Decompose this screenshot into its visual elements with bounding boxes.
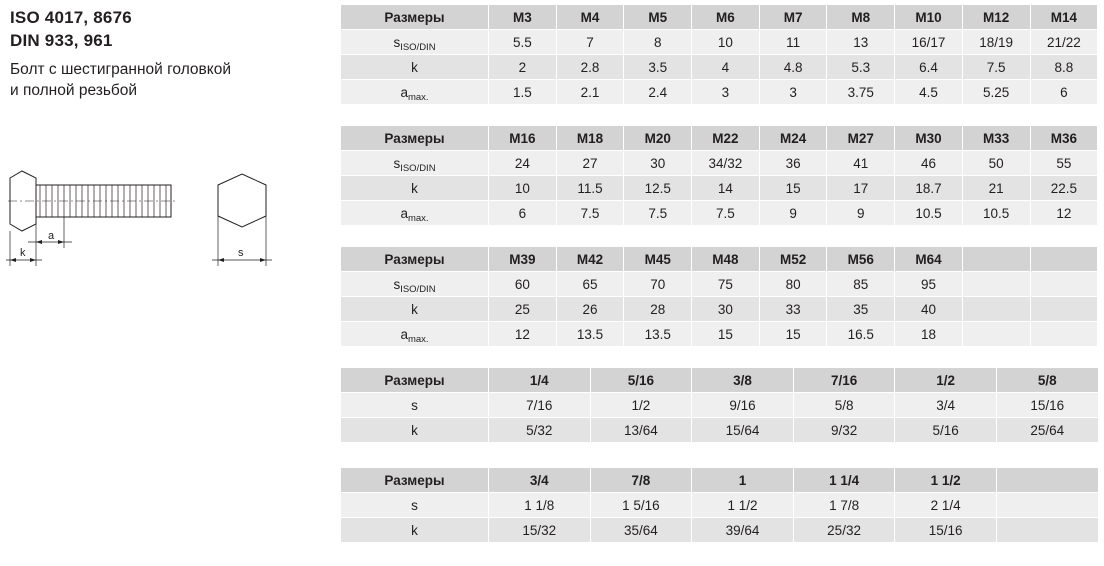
- data-cell: 5.25: [962, 80, 1030, 105]
- data-cell: 15: [759, 176, 827, 201]
- data-cell: 10.5: [895, 201, 963, 226]
- data-cell: 4.8: [759, 55, 827, 80]
- data-cell: 35: [827, 297, 895, 322]
- table-header-row: [341, 368, 1099, 393]
- table-header-row: [341, 5, 1098, 30]
- table-row: [341, 297, 1098, 322]
- data-cell: 5.3: [827, 55, 895, 80]
- data-cell: 1/2: [590, 393, 692, 418]
- header-cell: M10: [895, 5, 963, 30]
- data-cell: 12.5: [624, 176, 692, 201]
- data-cell: 4.5: [895, 80, 963, 105]
- bolt-head-end-view: [218, 174, 266, 227]
- data-cell: 18/19: [962, 30, 1030, 55]
- dimensions-table-metric-3: [340, 246, 1098, 347]
- row-label-s-sub: ISO/DIN: [400, 162, 436, 174]
- data-cell: 17: [827, 176, 895, 201]
- dimensions-table-imperial-1: [340, 367, 1099, 443]
- header-cell: 7/16: [793, 368, 895, 393]
- header-cell: M20: [624, 126, 692, 151]
- header-cell-empty: [1030, 247, 1098, 272]
- header-cell: M6: [692, 5, 760, 30]
- data-cell: 21: [962, 176, 1030, 201]
- data-cell: 95: [895, 272, 963, 297]
- row-label-s: [341, 30, 489, 55]
- data-cell-empty: [996, 493, 1098, 518]
- data-cell: 10: [489, 176, 557, 201]
- data-cell: 35/64: [590, 518, 692, 543]
- data-cell: 2.8: [556, 55, 624, 80]
- data-cell: 11: [759, 30, 827, 55]
- data-cell: 7/16: [489, 393, 591, 418]
- data-cell: 13: [827, 30, 895, 55]
- bolt-drawing-svg: [6, 168, 296, 278]
- data-cell: 7: [556, 30, 624, 55]
- product-description-line-1: Болт с шестигранной головкой: [10, 61, 232, 78]
- data-cell: 10: [692, 30, 760, 55]
- header-cell: M5: [624, 5, 692, 30]
- table-row: [341, 55, 1098, 80]
- dimension-k-label: k: [20, 247, 26, 259]
- data-cell: 7.5: [556, 201, 624, 226]
- table-row: [341, 151, 1098, 176]
- data-cell: 7.5: [692, 201, 760, 226]
- header-cell: M39: [489, 247, 557, 272]
- data-cell: 28: [624, 297, 692, 322]
- data-cell: 85: [827, 272, 895, 297]
- data-cell: 1.5: [489, 80, 557, 105]
- data-cell: 55: [1030, 151, 1098, 176]
- product-description-line-2: и полной резьбой: [10, 82, 138, 99]
- data-cell: 3/4: [895, 393, 997, 418]
- header-cell: Размеры: [341, 368, 489, 393]
- header-cell: 1: [692, 468, 794, 493]
- data-cell: 12: [489, 322, 557, 347]
- table-header-row: [341, 468, 1099, 493]
- row-label-s-sub: ISO/DIN: [400, 283, 436, 295]
- data-cell: 24: [489, 151, 557, 176]
- header-cell: 1/2: [895, 368, 997, 393]
- header-cell: M45: [624, 247, 692, 272]
- data-cell-empty: [1030, 297, 1098, 322]
- title-block: [10, 6, 330, 101]
- data-cell: 1 7/8: [793, 493, 895, 518]
- data-cell-empty: [1030, 272, 1098, 297]
- header-cell: M52: [759, 247, 827, 272]
- row-label-a-sub: max.: [407, 91, 429, 103]
- data-cell: 36: [759, 151, 827, 176]
- row-label-a-main: a: [400, 205, 408, 221]
- data-cell: 70: [624, 272, 692, 297]
- dimension-a-label: a: [48, 230, 55, 242]
- data-cell: 22.5: [1030, 176, 1098, 201]
- data-cell: 75: [692, 272, 760, 297]
- header-cell-empty: [996, 468, 1098, 493]
- row-label-s-main: s: [393, 276, 401, 292]
- standard-line-1: ISO 4017, 8676: [10, 8, 132, 27]
- row-label-a-sub: max.: [407, 212, 429, 224]
- header-cell: Размеры: [341, 126, 489, 151]
- header-cell: M56: [827, 247, 895, 272]
- data-cell: 40: [895, 297, 963, 322]
- data-cell: 50: [962, 151, 1030, 176]
- header-cell: M24: [759, 126, 827, 151]
- header-cell: 3/8: [692, 368, 794, 393]
- data-cell: 15/64: [692, 418, 794, 443]
- bolt-technical-drawing: [6, 168, 296, 278]
- data-cell: 1 5/16: [590, 493, 692, 518]
- table-row: [341, 322, 1098, 347]
- data-cell: 2.1: [556, 80, 624, 105]
- header-cell: Размеры: [341, 468, 489, 493]
- header-cell: M42: [556, 247, 624, 272]
- row-label-s: [341, 272, 489, 297]
- row-label-k: k: [341, 176, 489, 201]
- dimension-s-label: s: [238, 247, 244, 259]
- row-label-s-main: s: [393, 155, 401, 171]
- data-cell: 11.5: [556, 176, 624, 201]
- product-description: [10, 59, 330, 101]
- row-label-s: s: [341, 393, 489, 418]
- data-cell: 30: [624, 151, 692, 176]
- header-cell: M14: [1030, 5, 1098, 30]
- header-cell: M48: [692, 247, 760, 272]
- header-cell: 5/16: [590, 368, 692, 393]
- data-cell: 65: [556, 272, 624, 297]
- data-cell: 80: [759, 272, 827, 297]
- table-row: [341, 80, 1098, 105]
- data-cell: 2: [489, 55, 557, 80]
- data-cell: 16/17: [895, 30, 963, 55]
- table-row: [341, 176, 1098, 201]
- data-cell: 16.5: [827, 322, 895, 347]
- data-cell: 9: [759, 201, 827, 226]
- header-cell: M18: [556, 126, 624, 151]
- data-cell: 41: [827, 151, 895, 176]
- row-label-a-main: a: [400, 84, 408, 100]
- data-cell-empty: [996, 518, 1098, 543]
- data-cell: 15/16: [895, 518, 997, 543]
- row-label-k: k: [341, 297, 489, 322]
- data-cell: 9: [827, 201, 895, 226]
- header-cell: 1 1/4: [793, 468, 895, 493]
- header-cell: M33: [962, 126, 1030, 151]
- data-cell: 12: [1030, 201, 1098, 226]
- header-cell: 7/8: [590, 468, 692, 493]
- data-cell: 3.5: [624, 55, 692, 80]
- header-cell: M64: [895, 247, 963, 272]
- table-header-row: [341, 126, 1098, 151]
- row-label-a: [341, 322, 489, 347]
- data-cell: 15: [759, 322, 827, 347]
- data-cell: 5.5: [489, 30, 557, 55]
- data-cell-empty: [962, 297, 1030, 322]
- data-cell: 15: [692, 322, 760, 347]
- header-cell-empty: [962, 247, 1030, 272]
- data-cell: 18: [895, 322, 963, 347]
- standard-line-2: DIN 933, 961: [10, 31, 113, 50]
- data-cell-empty: [962, 322, 1030, 347]
- data-cell: 5/16: [895, 418, 997, 443]
- data-cell: 15/32: [489, 518, 591, 543]
- data-cell: 7.5: [962, 55, 1030, 80]
- data-cell: 2 1/4: [895, 493, 997, 518]
- table-row: [341, 272, 1098, 297]
- row-label-s-sub: ISO/DIN: [400, 41, 436, 53]
- data-cell-empty: [1030, 322, 1098, 347]
- header-cell: M8: [827, 5, 895, 30]
- dimensions-table-metric-1: [340, 4, 1098, 105]
- data-cell: 9/32: [793, 418, 895, 443]
- table-row: [341, 493, 1099, 518]
- data-cell: 25: [489, 297, 557, 322]
- header-cell: M36: [1030, 126, 1098, 151]
- data-cell: 27: [556, 151, 624, 176]
- data-cell: 21/22: [1030, 30, 1098, 55]
- data-cell: 8.8: [1030, 55, 1098, 80]
- table-row: [341, 201, 1098, 226]
- table-row: [341, 30, 1098, 55]
- data-cell: 10.5: [962, 201, 1030, 226]
- header-cell: Размеры: [341, 5, 489, 30]
- data-cell: 6: [1030, 80, 1098, 105]
- data-cell: 15/16: [996, 393, 1098, 418]
- header-cell: M4: [556, 5, 624, 30]
- data-cell: 26: [556, 297, 624, 322]
- data-cell: 30: [692, 297, 760, 322]
- row-label-a: [341, 80, 489, 105]
- data-cell: 6: [489, 201, 557, 226]
- data-cell: 5/32: [489, 418, 591, 443]
- data-cell: 25/32: [793, 518, 895, 543]
- header-cell: M7: [759, 5, 827, 30]
- data-cell: 4: [692, 55, 760, 80]
- data-cell: 5/8: [793, 393, 895, 418]
- header-cell: 5/8: [996, 368, 1098, 393]
- data-cell: 3: [759, 80, 827, 105]
- data-cell: 13.5: [556, 322, 624, 347]
- data-cell: 9/16: [692, 393, 794, 418]
- row-label-a: [341, 201, 489, 226]
- header-cell: M22: [692, 126, 760, 151]
- data-cell: 2.4: [624, 80, 692, 105]
- data-cell: 7.5: [624, 201, 692, 226]
- data-cell: 46: [895, 151, 963, 176]
- row-label-a-sub: max.: [407, 333, 429, 345]
- dimensions-table-imperial-2: [340, 467, 1099, 543]
- row-label-k: k: [341, 518, 489, 543]
- header-cell: M12: [962, 5, 1030, 30]
- table-row: [341, 518, 1099, 543]
- data-cell: 1 1/8: [489, 493, 591, 518]
- data-cell: 33: [759, 297, 827, 322]
- header-cell: M27: [827, 126, 895, 151]
- row-label-s: s: [341, 493, 489, 518]
- header-cell: M3: [489, 5, 557, 30]
- table-header-row: [341, 247, 1098, 272]
- data-cell: 25/64: [996, 418, 1098, 443]
- row-label-k: k: [341, 55, 489, 80]
- header-cell: M16: [489, 126, 557, 151]
- row-label-s-main: s: [393, 34, 401, 50]
- data-cell: 13/64: [590, 418, 692, 443]
- data-cell: 6.4: [895, 55, 963, 80]
- header-cell: 1/4: [489, 368, 591, 393]
- row-label-k: k: [341, 418, 489, 443]
- table-row: [341, 393, 1099, 418]
- row-label-s: [341, 151, 489, 176]
- data-cell: 18.7: [895, 176, 963, 201]
- data-cell: 14: [692, 176, 760, 201]
- header-cell: 3/4: [489, 468, 591, 493]
- data-cell: 39/64: [692, 518, 794, 543]
- row-label-a-main: a: [400, 326, 408, 342]
- header-cell: M30: [895, 126, 963, 151]
- data-cell: 13.5: [624, 322, 692, 347]
- data-cell: 8: [624, 30, 692, 55]
- data-cell: 34/32: [692, 151, 760, 176]
- data-cell: 3.75: [827, 80, 895, 105]
- data-cell: 1 1/2: [692, 493, 794, 518]
- dimensions-table-metric-2: [340, 125, 1098, 226]
- data-cell: 60: [489, 272, 557, 297]
- data-cell-empty: [962, 272, 1030, 297]
- header-cell: 1 1/2: [895, 468, 997, 493]
- header-cell: Размеры: [341, 247, 489, 272]
- data-cell: 3: [692, 80, 760, 105]
- table-row: [341, 418, 1099, 443]
